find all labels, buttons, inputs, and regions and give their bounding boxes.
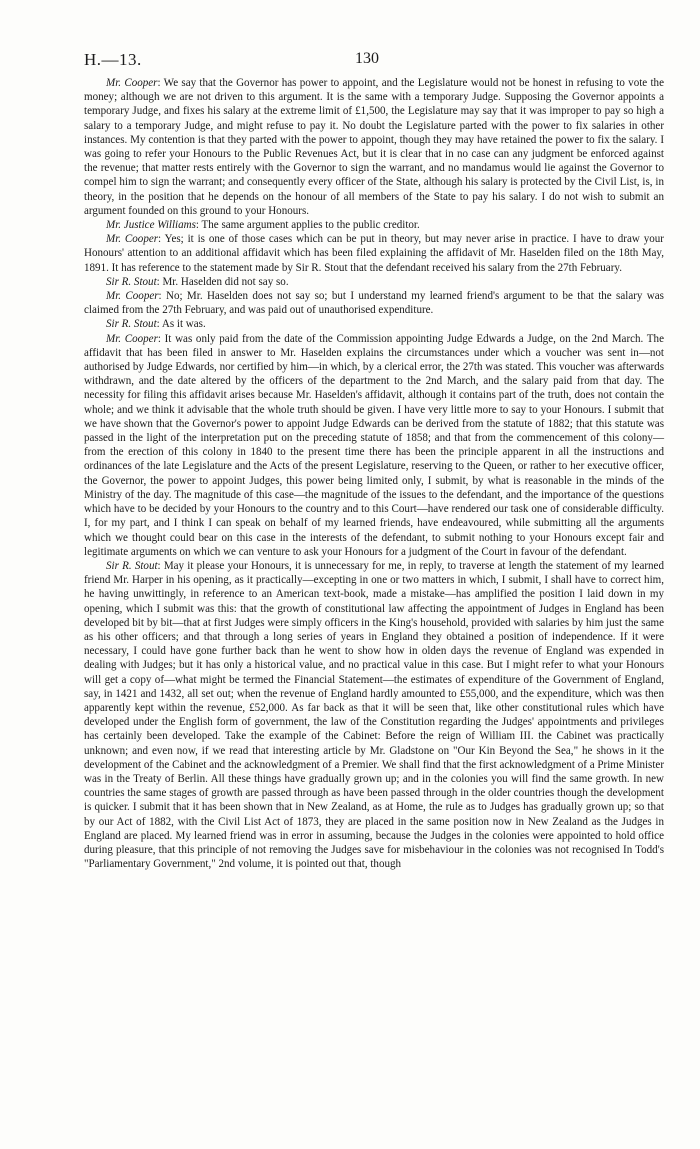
- speaker-name: Sir R. Stout: [106, 559, 158, 572]
- paragraph: [84, 289, 664, 317]
- paragraph-text: : It was only paid from the date of the Commission appointing Judge Edwards a Judge, on the 2nd March. The affidavit that has been filed in answer to Mr. Haselden explains the circumstances under which a voucher was sent in—not authorised by Judge Edwards, nor certified by him—in which, by a clerical error, the 27th was stated. This voucher was afterwards withdrawn, and the date altered by the officers of the department to the 2nd March, and the salary paid from that day. The necessity for filing this affidavit arises because Mr. Haselden's affidavit, although it contains part of the truth, does not contain the whole; and we think it advisable that the whole truth should be given. I have very little more to say to your Honours. I submit that we have shown that the Governor's power to appoint Judge Edwards can be derived from the statute of 1882; that this statute was passed in the light of the interpretation put on the preceding statute of 1858; and that from the commencement of this colony—from the erection of this colony in 1840 to the present time there has been the principle apparent in all the instructions and ordinances of the late Legislature and the Acts of the present Legislature, reserving to the Queen, or rather to her executive officer, the Governor, the power to appoint Judges, this power being limited only, I submit, by what is reasonable in the minds of the Ministry of the day. The magnitude of this case—the magnitude of the issues to the defendant, and the importance of the questions which have to be decided by your Honours to the country and to this Court—have rendered our task one of considerable difficulty. I, for my part, and I think I can speak on behalf of my learned friends, have endeavoured, while submitting all the arguments which we thought could bear on this case in the interests of the defendant, to submit nothing to your Honours except fair and legitimate arguments on which we can venture to ask your Honours for a judgment of the Court in favour of the defendant.: [84, 332, 664, 558]
- paragraph: [84, 317, 664, 331]
- paragraph: [84, 218, 664, 232]
- paragraph-text: : The same argument applies to the public creditor.: [195, 219, 420, 232]
- paragraph-text: : No; Mr. Haselden does not say so; but I understand my learned friend's argument to be that the salary was claimed from the 27th February, and was paid out of unauthorised expenditure.: [84, 290, 664, 317]
- page-body: [84, 76, 664, 871]
- paragraph-text: : As it was.: [156, 318, 206, 331]
- document-reference: H.—13.: [84, 50, 142, 69]
- paragraph-text: : Yes; it is one of those cases which can be put in theory, but may never arise in practice. I have to draw your Honours' attention to an additional affidavit which has been filed explaining the affidavit of Mr. Haselden filed on the 18th May, 1891. It has reference to the statement made by Sir R. Stout that the defendant received his salary from the 27th February.: [84, 233, 664, 274]
- paragraph: [84, 275, 664, 289]
- paragraph-text: : Mr. Haselden did not say so.: [156, 275, 289, 288]
- speaker-name: Mr. Justice Williams: [106, 219, 196, 232]
- speaker-name: Mr. Cooper: [106, 77, 158, 89]
- speaker-name: Sir R. Stout: [106, 318, 157, 331]
- paragraph: [84, 76, 664, 218]
- paragraph: [84, 232, 664, 275]
- speaker-name: Mr. Cooper: [106, 332, 158, 345]
- paragraph-text: : We say that the Governor has power to appoint, and the Legislature would not be honest in refusing to vote the money; although we are not driven to this argument. It is the same with a temporary Judge. Supposing the Governor appoints a temporary Judge, and fixes his salary at the extreme limit of £1,500, the Legislature may say that it was improper to pay so high a salary to a temporary Judge, and might refuse to pay it. No doubt the Legislature parted with the power to fix salaries in other instances. My contention is that they parted with the power to appoint, though they may have retained the power to fix the salary. I was going to refer your Honours to the Public Revenues Act, but it is clear that in no case can any judgment be enforced against the revenue; that matter rests entirely with the Governor to sign the warrant, and no mandamus would lie against the Governor to compel him to sign the warrant; and consequently every officer of the State, although his salary is protected by the Civil List, is, in theory, in the position that he depends on the honour of all members of the State to pay his salary. I do not wish to submit an argument founded on this ground to your Honours.: [84, 77, 664, 217]
- paragraph: [84, 559, 664, 871]
- page-header: [84, 50, 650, 72]
- speaker-name: Sir R. Stout: [106, 275, 157, 288]
- speaker-name: Mr. Cooper: [106, 290, 159, 303]
- page-number: 130: [355, 50, 379, 67]
- speaker-name: Mr. Cooper: [106, 233, 159, 246]
- paragraph: [84, 332, 664, 559]
- paragraph-text: : May it please your Honours, it is unnecessary for me, in reply, to traverse at length the statement of my learned friend Mr. Harper in his opening, as it practically—excepting in one or two matters in which, I submit, I shall have to correct him, he having unwittingly, in reference to an American text-book, made a mistake—has amplified the position I laid down in my opening, which I submit was this: that the growth of constitutional law affecting the appointment of Judges in England has been developed bit by bit—that at first Judges were simply officers in the King's household, provided with salaries by him just the same as his other officers; and that through a long series of years in England they obtained a position of independence. If it were necessary, I could have gone further back than he went to show how in olden days the revenue of England was expended in dealing with Judges; but it has only a historical value, and no practical value in this case. But I might refer to what your Honours will get a copy of—what might be termed the Financial Statement—the estimates of expenditure of the Government of England, say, in 1421 and 1432, all set out; when the revenue of England hardly amounted to £55,000, and the expenditure, which was then apparently kept within the revenue, £52,000. As far back as that it will be seen that, like other constitutional rules which have developed under the English form of government, the law of the Constitution regarding the Judges' appointments and privileges has certainly been developed. Take the example of the Cabinet: Before the reign of William III. the Cabinet was practically unknown; and even now, if we read that interesting article by Mr. Gladstone on "Our Kin Beyond the Sea," he shows in it the development of the Cabinet and the acknowledgment of a Premier. We shall find that the first acknowledgment of a Prime Minister was in the Treaty of Berlin. All these things have gradually grown up; and in the colonies you will find the same growth. In new countries the same stages of growth are passed through as have been passed through in the older countries though the development is quicker. I submit that it has been shown that in New Zealand, as at Home, the rule as to Judges has gradually grown up; so that by our Act of 1882, with the Civil List Act of 1873, they are placed in the same position now in New Zealand as the Judges in England are placed. My learned friend was in error in assuming, because the Judges in the colonies were appointed to hold office during pleasure, that this principle of not removing the Judges save for misbehaviour in the colonies was not recognised In Todd's "Parliamentary Government," 2nd volume, it is pointed out that, though: [84, 559, 664, 871]
